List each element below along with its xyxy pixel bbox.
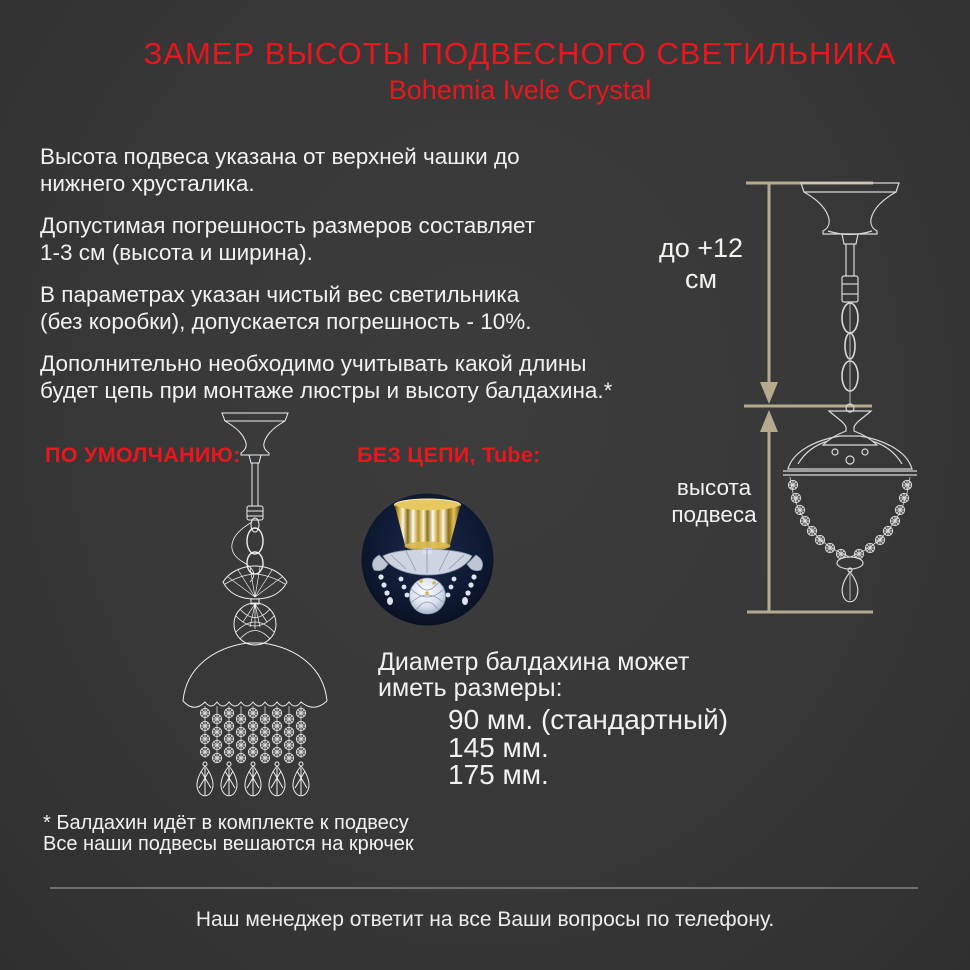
arrow-up-icon	[760, 410, 778, 432]
intro-line: 1-3 см (высота и ширина).	[40, 240, 313, 265]
canopy-diameter-heading	[378, 650, 689, 701]
intro-line: (без коробки), допускается погрешность - 10%.	[40, 309, 532, 334]
canopy-size-item: 175 мм.	[448, 759, 549, 790]
page-title: ЗАМЕР ВЫСОТЫ ПОДВЕСНОГО СВЕТИЛЬНИКА	[143, 36, 897, 71]
intro-line: В параметрах указан чистый вес светильника	[40, 282, 520, 307]
intro-line: нижнего хрусталика.	[40, 171, 255, 196]
intro-text	[40, 143, 660, 419]
intro-paragraph	[40, 212, 660, 266]
footnote-line: * Балдахин идёт в комплекте к подвесу	[43, 812, 409, 834]
height-label-line: подвеса	[671, 502, 757, 527]
footnote-line: Все наши подвесы вешаются на крючек	[43, 833, 414, 855]
brand-subtitle: Bohemia Ivele Crystal	[388, 75, 652, 105]
intro-paragraph	[40, 350, 660, 404]
intro-line: будет цепь при монтаже люстры и высоту балдахина.*	[40, 378, 613, 403]
intro-line: Допустимая погрешность размеров составляет	[40, 213, 536, 238]
tube-lamp-photo	[361, 493, 494, 626]
canopy-size-list	[448, 706, 728, 789]
canopy-size-item: 145 мм.	[448, 731, 549, 763]
intro-paragraph	[40, 143, 660, 197]
footnote	[43, 813, 414, 855]
intro-paragraph	[40, 281, 660, 335]
footer-divider	[50, 887, 918, 889]
pendant-measure-diagram	[630, 160, 970, 630]
intro-line: Дополнительно необходимо учитывать какой длины	[40, 351, 587, 376]
no-chain-section-label: БЕЗ ЦЕПИ, Tube:	[357, 443, 541, 467]
pendant-height-label	[654, 474, 774, 528]
chain-length-label: до +12 см	[658, 233, 744, 294]
footer-note: Наш менеджер ответит на все Ваши вопросы по телефону.	[195, 908, 775, 931]
canopy-size-item: 90 мм. (стандартный)	[448, 704, 729, 735]
height-label-line: высота	[676, 475, 752, 500]
canopy-heading-line: Диаметр балдахина может	[378, 648, 690, 676]
chandelier-line-drawing	[783, 183, 917, 602]
canopy-heading-line: иметь размеры:	[378, 673, 563, 702]
default-pendant-drawing	[150, 410, 360, 810]
arrow-down-icon	[760, 382, 778, 404]
intro-line: Высота подвеса указана от верхней чашки до	[40, 144, 520, 169]
default-section-label: ПО УМОЛЧАНИЮ:	[45, 443, 241, 467]
